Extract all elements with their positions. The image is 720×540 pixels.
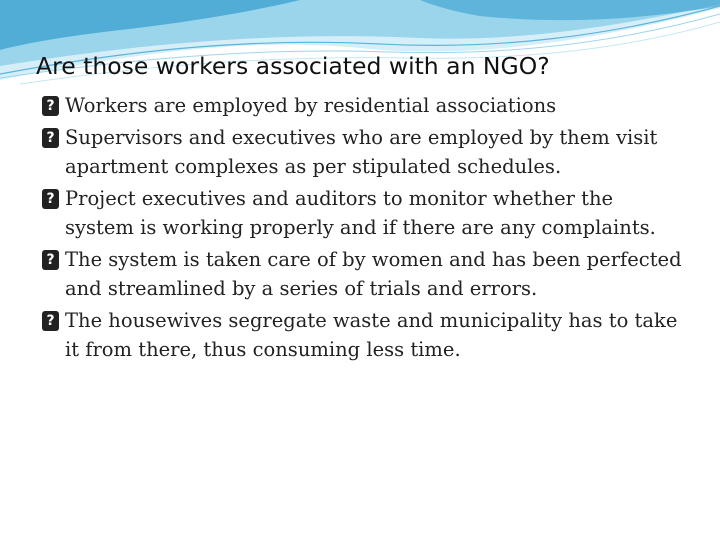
bullet-text: Supervisors and executives who are employed by them visit apartment complexes as per stipulated schedules.	[65, 126, 658, 178]
replacement-character-icon: ?	[42, 128, 59, 148]
bullet-text: The housewives segregate waste and municipality has to take it from there, thus consuming less time.	[65, 309, 678, 361]
bullet-item	[42, 123, 682, 181]
slide-title: Are those workers associated with an NGO?	[36, 52, 550, 80]
bullet-text: Workers are employed by residential associations	[65, 94, 557, 117]
bullet-list	[42, 91, 682, 367]
bullet-item	[42, 184, 682, 242]
replacement-character-icon: ?	[42, 96, 59, 116]
bullet-item	[42, 306, 682, 364]
bullet-item	[42, 245, 682, 303]
bullet-text: Project executives and auditors to monitor whether the system is working properly and if there are any complaints.	[65, 187, 656, 239]
bullet-text: The system is taken care of by women and has been perfected and streamlined by a series of trials and errors.	[65, 248, 682, 300]
replacement-character-icon: ?	[42, 311, 59, 331]
replacement-character-icon: ?	[42, 189, 59, 209]
bullet-item	[42, 91, 682, 120]
replacement-character-icon: ?	[42, 250, 59, 270]
